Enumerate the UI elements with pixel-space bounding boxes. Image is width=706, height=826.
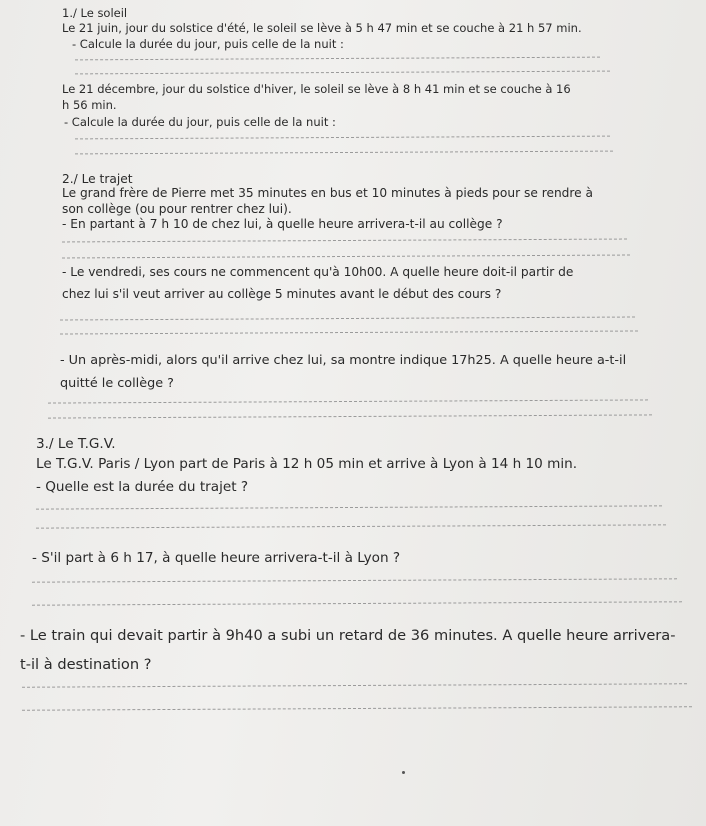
section-2-question-3-line-1: - Un après-midi, alors qu'il arrive chez lui, sa montre indique 17h25. A quelle heure a-t-il <box>60 353 627 368</box>
section-3-question-3-line-1: - Le train qui devait partir à 9h40 a subi un retard de 36 minutes. A quelle heure arrivera- <box>20 627 676 644</box>
answer-line <box>75 57 600 61</box>
section-3-question-2: - S'il part à 6 h 17, à quelle heure arrivera-t-il à Lyon ? <box>32 550 401 566</box>
section-3-question-3-line-2: t-il à destination ? <box>20 656 152 673</box>
section-1-statement-2-line-1: Le 21 décembre, jour du solstice d'hiver, le soleil se lève à 8 h 41 min et se couche à 16 <box>62 82 571 96</box>
answer-line <box>48 399 648 403</box>
section-2-question-2-line-2: chez lui s'il veut arriver au collège 5 minutes avant le début des cours ? <box>62 287 502 301</box>
answer-line <box>32 578 677 582</box>
section-3-title: 3./ Le T.G.V. <box>36 436 116 452</box>
answer-line <box>36 505 662 509</box>
answer-line <box>32 601 682 605</box>
section-2-statement-line-1: Le grand frère de Pierre met 35 minutes en bus et 10 minutes à pieds pour se rendre à <box>62 186 593 200</box>
section-3-statement: Le T.G.V. Paris / Lyon part de Paris à 12 h 05 min et arrive à Lyon à 14 h 10 min. <box>36 456 578 472</box>
answer-line <box>60 316 635 320</box>
section-1-question-2: - Calcule la durée du jour, puis celle de la nuit : <box>64 115 336 129</box>
section-1-question-1: - Calcule la durée du jour, puis celle de la nuit : <box>72 37 344 51</box>
answer-line <box>75 151 613 155</box>
section-2-question-2-line-1: - Le vendredi, ses cours ne commencent qu'à 10h00. A quelle heure doit-il partir de <box>62 265 574 279</box>
section-2-title: 2./ Le trajet <box>62 172 133 186</box>
answer-line <box>22 706 692 711</box>
section-2-question-3-line-2: quitté le collège ? <box>60 376 174 391</box>
section-1-title: 1./ Le soleil <box>62 6 128 20</box>
ink-dot <box>402 771 405 774</box>
section-2-question-1: - En partant à 7 h 10 de chez lui, à quelle heure arrivera-t-il au collège ? <box>62 217 503 231</box>
section-2-statement-line-2: son collège (ou pour rentrer chez lui). <box>62 202 292 216</box>
answer-line <box>48 414 652 418</box>
answer-line <box>75 71 610 75</box>
answer-line <box>60 330 638 334</box>
answer-line <box>75 136 610 140</box>
section-3-question-1: - Quelle est la durée du trajet ? <box>36 479 249 495</box>
section-1-statement-2-line-2: h 56 min. <box>62 98 117 112</box>
answer-line <box>36 524 666 528</box>
answer-line <box>22 683 687 687</box>
answer-line <box>62 255 630 259</box>
answer-line <box>62 239 627 243</box>
section-1-statement: Le 21 juin, jour du solstice d'été, le soleil se lève à 5 h 47 min et se couche à 21 h 57 min. <box>62 21 582 35</box>
